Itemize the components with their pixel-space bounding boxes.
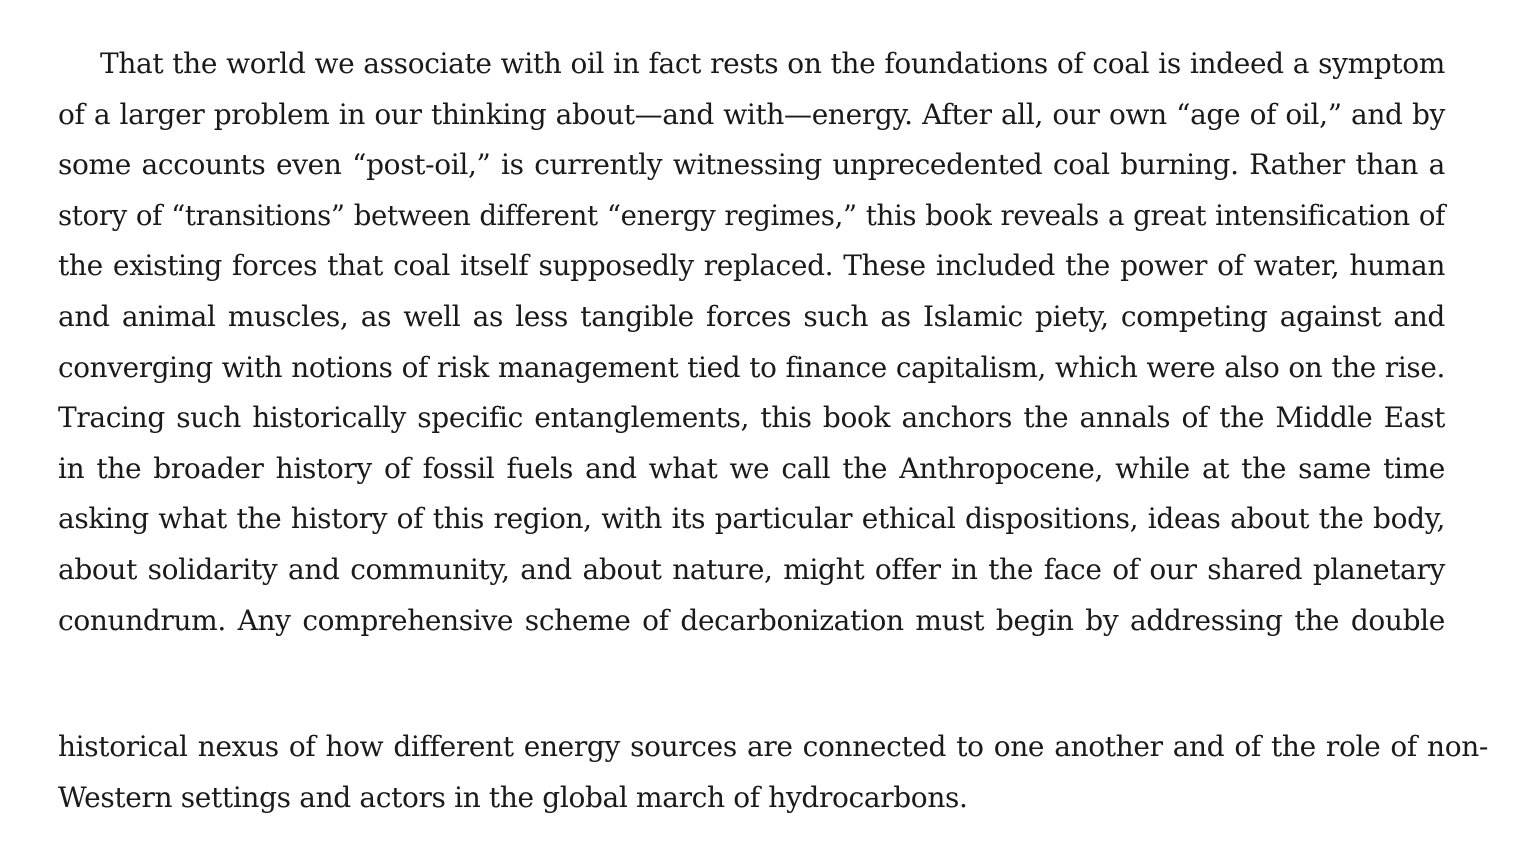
- paragraph-line: conundrum. Any comprehensive scheme of decarbonization must begin by addressing the double: [58, 603, 1445, 637]
- paragraph-page-one: [58, 39, 1445, 646]
- paragraph-line: Western settings and actors in the global march of hydrocarbons.: [58, 780, 968, 814]
- paragraph-line: story of “transitions” between different “energy regimes,” this book reveals a great intensification of: [58, 198, 1445, 232]
- paragraph-line: about solidarity and community, and about nature, might offer in the face of our shared planetary: [58, 552, 1445, 586]
- paragraph-line: That the world we associate with oil in fact rests on the foundations of coal is indeed a symptom: [100, 47, 1445, 80]
- paragraph-page-two: [58, 722, 1488, 823]
- paragraph-line: some accounts even “post-oil,” is currently witnessing unprecedented coal burning. Rather than a: [58, 148, 1445, 182]
- paragraph-line: Tracing such historically specific entanglements, this book anchors the annals of the Middle East: [58, 401, 1445, 435]
- paragraph-line: the existing forces that coal itself supposedly replaced. These included the power of water, human: [58, 249, 1445, 283]
- paragraph-line: of a larger problem in our thinking about—and with—energy. After all, our own “age of oil,” and by: [58, 97, 1445, 131]
- paragraph-line: asking what the history of this region, with its particular ethical dispositions, ideas about the body,: [58, 502, 1445, 536]
- paragraph-line: in the broader history of fossil fuels and what we call the Anthropocene, while at the same time: [58, 451, 1445, 485]
- paragraph-line: historical nexus of how different energy sources are connected to one another and of the role of non-: [58, 730, 1488, 763]
- paragraph-line: and animal muscles, as well as less tangible forces such as Islamic piety, competing against and: [58, 299, 1445, 333]
- paragraph-line: converging with notions of risk management tied to finance capitalism, which were also on the rise.: [58, 350, 1445, 384]
